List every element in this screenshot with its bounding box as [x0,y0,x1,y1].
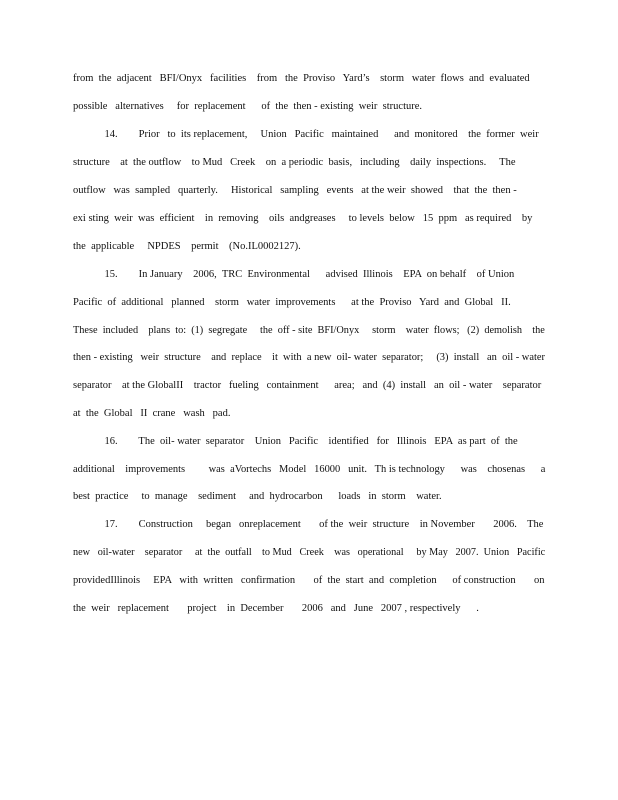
text-line: new oil-water separator at the outfall to Mud Creek was operational by May 2007. Union Pacific [73,547,546,558]
text-line: exi sting weir was efficient in removing oils andgreases to levels below 15 ppm as required by [73,213,533,224]
text-line: 16. The oil- water separator Union Pacific identified for Illinois EPA as part of the [73,436,518,447]
text-line: additional improvements was aVortechs Model 16000 unit. Th is technology was chosenas a [73,464,546,475]
text-line: 15. In January 2006, TRC Environmental advised Illinois EPA on behalf of Union [73,269,515,280]
text-line: possible alternatives for replacement of the then - existing weir structure. [73,101,423,112]
text-line: at the Global II crane wash pad. [73,408,231,419]
text-line: best practice to manage sediment and hydrocarbon loads in storm water. [73,491,442,502]
text-line: providedIllinois EPA with written confirmation of the start and completion of construction on [73,575,545,586]
text-line: the applicable NPDES permit (No.IL0002127). [73,241,301,252]
text-line: 17. Construction began onreplacement of the weir structure in November 2006. The [73,519,544,530]
text-line: These included plans to: (1) segregate the off - site BFI/Onyx storm water flows; (2) demolish the [73,325,545,336]
text-line: Pacific of additional planned storm water improvements at the Proviso Yard and Global II. [73,297,511,308]
text-line: then - existing weir structure and replace it with a new oil- water separator; (3) install an oil - water [73,352,545,363]
text-line: the weir replacement project in December 2006 and June 2007 , respectively . [73,603,479,614]
text-line: outflow was sampled quarterly. Historical sampling events at the weir showed that the then - [73,185,517,196]
text-line: from the adjacent BFI/Onyx facilities from the Proviso Yard’s storm water flows and evaluated [73,73,530,84]
text-line: separator at the GlobalII tractor fueling containment area; and (4) install an oil - water separator [73,380,542,391]
text-line: 14. Prior to its replacement, Union Pacific maintained and monitored the former weir [73,129,539,140]
text-line: structure at the outflow to Mud Creek on a periodic basis, including daily inspections. The [73,157,516,168]
